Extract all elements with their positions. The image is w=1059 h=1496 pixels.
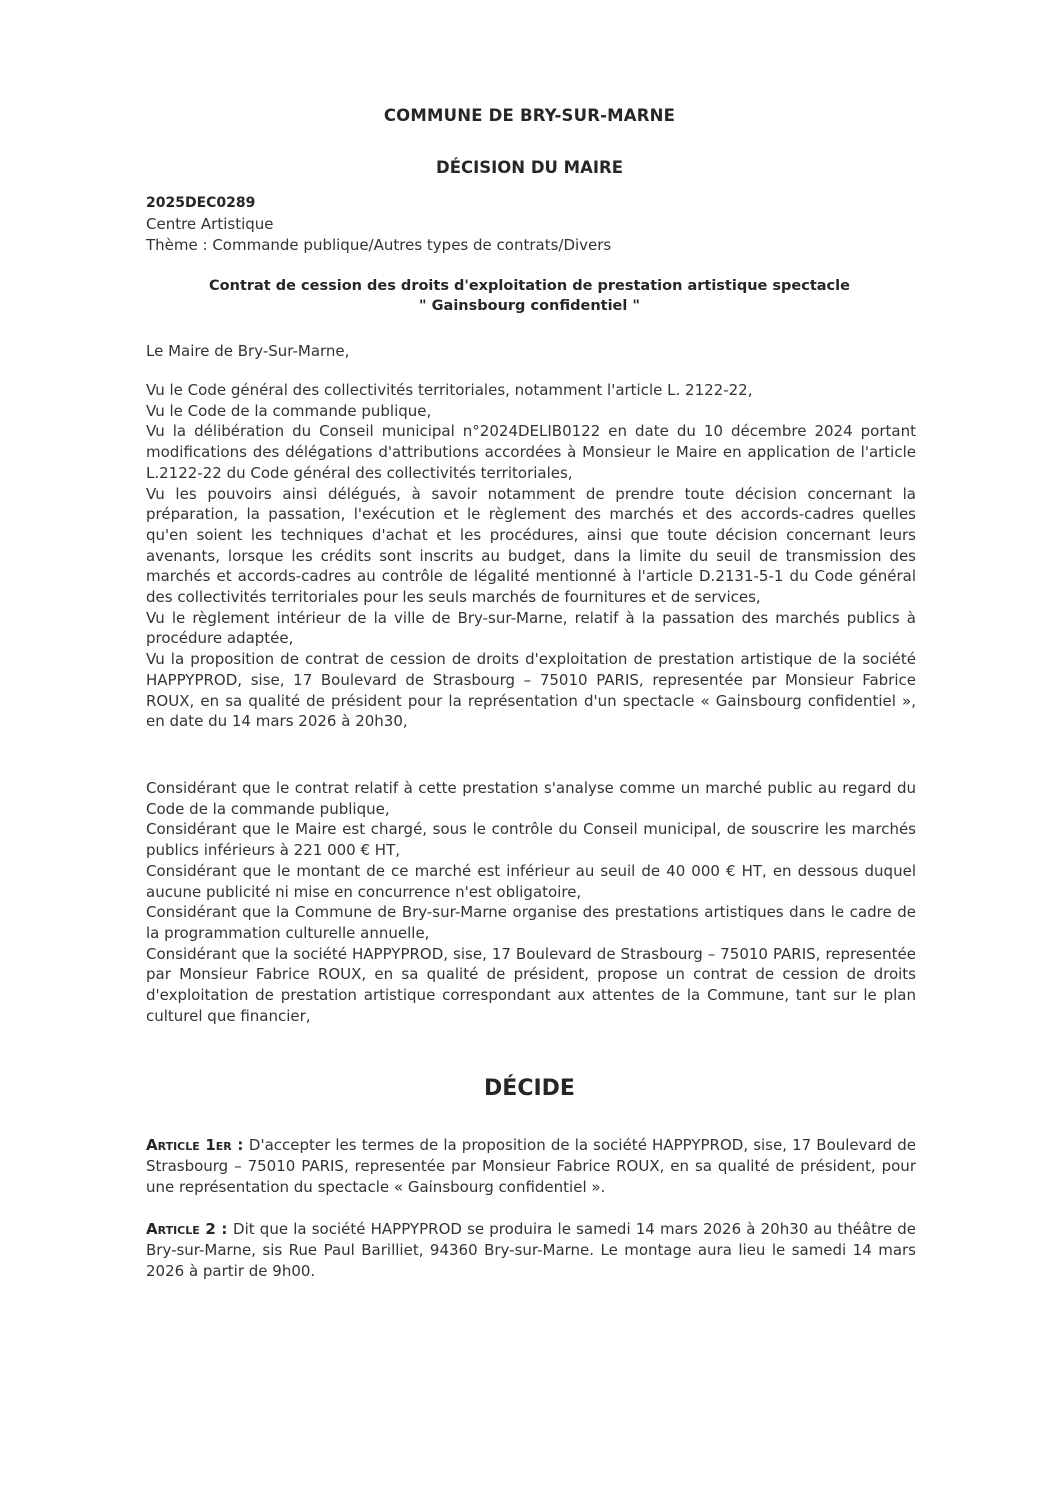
visa-paragraph: Vu la proposition de contrat de cession de droits d'exploitation de prestation artistique de la société HAPPYPROD, sise, 17 Boulevard de Strasbourg – 75010 PARIS, representée par Monsieur Fabrice ROUX, en sa qualité de président pour la représentation d'un spectacle « Gainsbourg confidentiel », en date du 14 mars 2026 à 20h30, — [146, 650, 916, 731]
visa-paragraph: Vu le Code de la commande publique, — [146, 401, 432, 420]
considerant-paragraph: Considérant que la Commune de Bry-sur-Marne organise des prestations artistiques dans le cadre de la programmation culturelle annuelle, — [146, 903, 916, 942]
decision-title: DÉCISION DU MAIRE — [436, 158, 623, 177]
considerant-paragraph: Considérant que la société HAPPYPROD, sise, 17 Boulevard de Strasbourg – 75010 PARIS, representée par Monsieur Fabrice ROUX, en sa qualité de président, propose un contrat de cession de droits d'exploitation de prestation artistique correspondant aux attentes de la Commune, tant sur le plan culturel que financier, — [146, 944, 916, 1025]
decision-theme: Thème : Commande publique/Autres types de contrats/Divers — [146, 236, 612, 254]
decision-reference: 2025DEC0289 — [146, 195, 256, 211]
decision-service: Centre Artistique — [146, 215, 274, 233]
visa-paragraph: Vu le règlement intérieur de la ville de Bry-sur-Marne, relatif à la passation des marchés publics à procédure adaptée, — [146, 608, 916, 648]
considerant-paragraph: Considérant que le Maire est chargé, sous le contrôle du Conseil municipal, de souscrire les marchés publics inférieurs à 221 000 € HT, — [146, 820, 916, 860]
subject-line-2: " Gainsbourg confidentiel " — [419, 298, 640, 314]
article-1-text: D'accepter les termes de la proposition de la société HAPPYPROD, sise, 17 Boulevard de Strasbourg – 75010 PARIS, representée par Monsieur Fabrice ROUX, en sa qualité de président, pour une représentation du spectacle « Gainsbourg confidentiel ». — [146, 1136, 917, 1196]
decision-subject — [0, 276, 1059, 316]
article-2-text: Dit que la société HAPPYPROD se produira le samedi 14 mars 2026 à 20h30 au théâtre de Bry-sur-Marne, sis Rue Paul Barilliet, 94360 Bry-sur-Marne. Le montage aura lieu le samedi 14 mars 2026 à partir de 9h00. — [146, 1220, 916, 1280]
considerant-paragraph: Considérant que le contrat relatif à cette prestation s'analyse comme un marché public au regard du Code de la commande publique, — [146, 779, 916, 818]
visas-section — [146, 380, 916, 732]
considerants-section — [146, 778, 916, 1026]
article-1 — [146, 1135, 916, 1198]
decide-heading: DÉCIDE — [484, 1076, 575, 1101]
visa-paragraph: Vu les pouvoirs ainsi délégués, à savoir notamment de prendre toute décision concernant la préparation, la passation, l'exécution et le règlement des marchés et des accords-cadres quelles qu'en soient les techniques d'achat et les procédures, ainsi que toute décision concernant leurs avenants, lorsque les crédits sont inscrits au budget, dans la limite du seuil de transmission des marchés et accords-cadres au contrôle de légalité mentionné à l'article D.2131-5-1 du Code général des collectivités territoriales pour les seuls marchés de fournitures et de services, — [146, 484, 916, 607]
article-2 — [146, 1219, 916, 1282]
subject-line-1: Contrat de cession des droits d'exploitation de prestation artistique spectacle — [209, 278, 850, 294]
considerant-paragraph: Considérant que le montant de ce marché est inférieur au seuil de 40 000 € HT, en dessous duquel aucune publicité ni mise en concurrence n'est obligatoire, — [146, 861, 916, 901]
article-2-label: Article 2 : — [146, 1220, 234, 1238]
visa-paragraph: Vu la délibération du Conseil municipal n°2024DELIB0122 en date du 10 décembre 2024 portant modifications des délégations d'attributions accordées à Monsieur le Maire en application de l'article L.2122-22 du Code général des collectivités territoriales, — [146, 422, 916, 482]
opening-line: Le Maire de Bry-Sur-Marne, — [146, 342, 350, 360]
commune-title: COMMUNE DE BRY-SUR-MARNE — [383, 106, 676, 125]
decision-meta — [146, 193, 611, 256]
article-1-label: Article 1er : — [146, 1136, 249, 1154]
visa-paragraph: Vu le Code général des collectivités territoriales, notamment l'article L. 2122-22, — [146, 381, 753, 399]
